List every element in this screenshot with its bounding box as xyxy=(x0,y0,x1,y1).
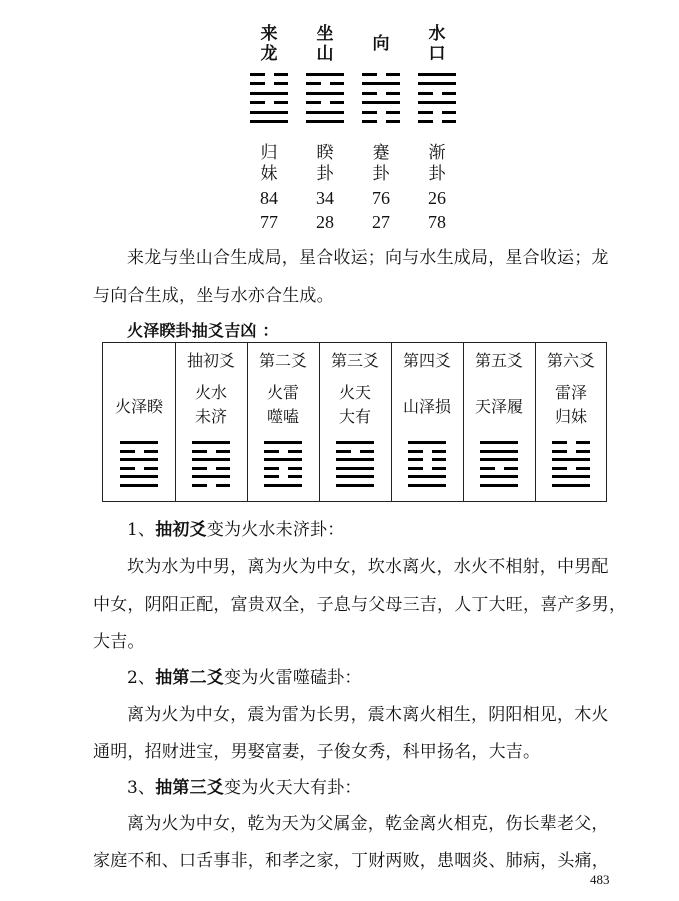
yang-line xyxy=(264,458,302,461)
line-segment xyxy=(432,467,447,470)
yin-line xyxy=(192,484,230,487)
line-segment xyxy=(264,458,302,461)
item-bold: 抽第三爻 xyxy=(155,778,225,798)
line-segment xyxy=(264,450,279,453)
yin-line xyxy=(192,467,230,470)
table-hex-name: 火水 xyxy=(194,383,227,402)
yin-line xyxy=(362,92,400,95)
number-cell: 77 xyxy=(260,212,278,232)
item-1-line-1: 坎为水为中男，离为火为中女，坎水离火，水火不相射，中男配 xyxy=(127,557,609,577)
yin-line xyxy=(250,73,288,76)
line-segment xyxy=(408,484,446,487)
top-name-line: 卦 xyxy=(372,164,390,184)
line-segment xyxy=(418,120,433,123)
line-segment xyxy=(336,475,374,478)
table-hexagram-3 xyxy=(264,441,302,487)
yang-line xyxy=(250,92,288,95)
line-segment xyxy=(386,73,401,76)
page-number: 483 xyxy=(590,872,610,887)
yin-line xyxy=(264,467,302,470)
yin-line xyxy=(480,467,518,470)
yang-line xyxy=(362,82,400,85)
line-segment xyxy=(264,441,302,444)
yang-line xyxy=(336,467,374,470)
table-hexagram-2 xyxy=(192,441,230,487)
line-segment xyxy=(552,467,567,470)
yang-line xyxy=(120,458,158,461)
line-segment xyxy=(576,441,591,444)
yang-line xyxy=(480,484,518,487)
line-segment xyxy=(362,92,377,95)
top-name-line: 卦 xyxy=(316,164,334,184)
line-segment xyxy=(306,120,344,123)
line-segment xyxy=(330,82,345,85)
top-name-line: 卦 xyxy=(428,164,446,184)
table-col-head: 第五爻 xyxy=(474,351,523,370)
line-segment xyxy=(216,450,231,453)
line-segment xyxy=(216,484,231,487)
line-segment xyxy=(408,458,423,461)
yang-line xyxy=(408,484,446,487)
table-hex-name: 归妹 xyxy=(554,407,587,426)
line-segment xyxy=(250,111,288,114)
top-name-2 xyxy=(305,143,345,185)
table-hexagram-5 xyxy=(408,441,446,487)
top-header-2 xyxy=(305,24,345,64)
yang-line xyxy=(552,484,590,487)
line-segment xyxy=(386,92,401,95)
table-hexagram-7 xyxy=(552,441,590,487)
line-segment xyxy=(408,475,446,478)
line-segment xyxy=(336,441,374,444)
yin-line xyxy=(306,82,344,85)
item-1-line-3: 大吉。 xyxy=(93,632,145,652)
top-name-1 xyxy=(249,143,289,185)
item-heading-1 xyxy=(127,515,344,540)
yin-line xyxy=(418,111,456,114)
yin-line xyxy=(362,120,400,123)
yang-line xyxy=(264,441,302,444)
table-hex-name: 火天 xyxy=(338,383,371,402)
line-segment xyxy=(504,467,519,470)
line-segment xyxy=(120,475,158,478)
line-segment xyxy=(250,82,265,85)
table-col-head: 第三爻 xyxy=(330,351,379,370)
yang-line xyxy=(418,73,456,76)
line-segment xyxy=(288,450,303,453)
line-segment xyxy=(192,458,230,461)
hexagram-table xyxy=(102,342,607,502)
top-header-line: 龙 xyxy=(260,44,278,64)
yang-line xyxy=(480,458,518,461)
yin-line xyxy=(362,111,400,114)
line-segment xyxy=(288,467,303,470)
item-3-line-1: 离为火为中女，乾为天为父属金，乾金离火相克，伤长辈老父， xyxy=(127,814,609,834)
line-segment xyxy=(192,467,207,470)
line-segment xyxy=(552,450,567,453)
line-segment xyxy=(552,458,590,461)
item-bold: 抽初爻 xyxy=(155,520,207,540)
line-segment xyxy=(250,92,288,95)
yin-line xyxy=(264,450,302,453)
line-segment xyxy=(362,73,377,76)
yang-line xyxy=(192,441,230,444)
top-header-1 xyxy=(249,24,289,64)
line-segment xyxy=(552,484,590,487)
yin-line xyxy=(120,450,158,453)
top-header-line: 水 xyxy=(428,24,446,44)
table-hexagram-1 xyxy=(120,441,158,487)
number-cell: 28 xyxy=(316,212,334,232)
line-segment xyxy=(250,120,288,123)
yin-line xyxy=(362,73,400,76)
number-cell: 34 xyxy=(316,188,334,208)
line-segment xyxy=(418,73,456,76)
top-header-line: 口 xyxy=(428,44,446,64)
yin-line xyxy=(120,467,158,470)
yang-line xyxy=(306,111,344,114)
line-segment xyxy=(480,458,518,461)
number-cell: 26 xyxy=(428,188,446,208)
top-name-4 xyxy=(417,143,457,185)
line-segment xyxy=(408,467,423,470)
item-prefix: 2、 xyxy=(127,668,156,688)
line-segment xyxy=(336,458,374,461)
yang-line xyxy=(250,111,288,114)
number-cell: 78 xyxy=(428,212,446,232)
item-heading-3 xyxy=(127,773,362,798)
line-segment xyxy=(418,101,456,104)
yin-line xyxy=(408,450,446,453)
yin-line xyxy=(408,467,446,470)
number-cell: 84 xyxy=(260,188,278,208)
top-name-line: 妹 xyxy=(260,164,278,184)
top-name-3 xyxy=(361,143,401,185)
table-hexagram-6 xyxy=(480,441,518,487)
line-segment xyxy=(442,120,457,123)
yang-line xyxy=(336,484,374,487)
item-1-line-2: 中女，阴阳正配，富贵双全，子息与父母三吉，人丁大旺，喜产多男， xyxy=(93,595,627,615)
line-segment xyxy=(386,120,401,123)
yin-line xyxy=(264,475,302,478)
line-segment xyxy=(432,450,447,453)
item-rest: 变为火天大有卦： xyxy=(224,778,362,798)
line-segment xyxy=(336,450,351,453)
line-segment xyxy=(144,450,159,453)
top-header-line: 坐 xyxy=(316,24,334,44)
line-segment xyxy=(306,111,344,114)
line-segment xyxy=(418,92,433,95)
line-segment xyxy=(274,73,289,76)
line-segment xyxy=(192,450,207,453)
line-segment xyxy=(120,441,158,444)
top-header-3 xyxy=(361,24,401,54)
yang-line xyxy=(306,120,344,123)
item-rest: 变为火水未济卦： xyxy=(206,520,345,540)
top-hexagram-4 xyxy=(418,73,456,123)
yang-line xyxy=(408,441,446,444)
line-segment xyxy=(442,111,457,114)
top-header-line: 山 xyxy=(316,44,334,64)
yin-line xyxy=(552,441,590,444)
table-hex-name: 雷泽 xyxy=(554,383,587,402)
yang-line xyxy=(552,458,590,461)
yang-line xyxy=(250,120,288,123)
yang-line xyxy=(336,475,374,478)
yang-line xyxy=(192,475,230,478)
line-segment xyxy=(264,475,279,478)
yang-line xyxy=(192,458,230,461)
yang-line xyxy=(408,475,446,478)
table-hex-name: 噬嗑 xyxy=(266,407,299,426)
item-heading-2 xyxy=(127,663,362,688)
line-segment xyxy=(480,467,495,470)
yang-line xyxy=(552,475,590,478)
line-segment xyxy=(552,441,567,444)
line-segment xyxy=(274,101,289,104)
line-segment xyxy=(274,82,289,85)
line-segment xyxy=(330,101,345,104)
line-segment xyxy=(120,467,135,470)
line-segment xyxy=(306,92,344,95)
top-name-line: 睽 xyxy=(316,143,334,163)
line-segment xyxy=(480,475,518,478)
top-header-4 xyxy=(417,24,457,64)
line-segment xyxy=(408,441,446,444)
intro-line-2: 与向合生成，坐与水亦合生成。 xyxy=(93,286,334,306)
yang-line xyxy=(306,73,344,76)
line-segment xyxy=(360,450,375,453)
yang-line xyxy=(336,458,374,461)
line-segment xyxy=(250,73,265,76)
table-col-head: 抽初爻 xyxy=(186,351,235,370)
number-cell: 27 xyxy=(372,212,390,232)
table-hex-name: 大有 xyxy=(338,407,371,426)
top-hexagram-2 xyxy=(306,73,344,123)
yang-line xyxy=(120,441,158,444)
item-2-line-2: 通明，招财进宝，男娶富妻，子俊女秀，科甲扬名，大吉。 xyxy=(93,742,541,762)
line-segment xyxy=(306,82,321,85)
yang-line xyxy=(264,484,302,487)
line-segment xyxy=(192,441,230,444)
item-2-line-1: 离为火为中女，震为雷为长男，震木离火相生，阴阳相见，木火 xyxy=(127,705,609,725)
line-segment xyxy=(362,111,377,114)
item-rest: 变为火雷噬磕卦： xyxy=(224,668,362,688)
line-segment xyxy=(408,450,423,453)
yin-line xyxy=(306,101,344,104)
line-segment xyxy=(362,101,400,104)
yin-line xyxy=(418,120,456,123)
item-prefix: 3、 xyxy=(127,778,156,798)
table-hex-name: 山泽损 xyxy=(402,397,451,416)
line-segment xyxy=(480,484,518,487)
top-hexagram-3 xyxy=(362,73,400,123)
line-segment xyxy=(306,101,321,104)
line-segment xyxy=(576,467,591,470)
table-hex-name: 天泽履 xyxy=(474,397,523,416)
intro-line-1: 来龙与坐山合生成局，星合收运；向与水生成局，星合收运；龙 xyxy=(127,248,609,268)
line-segment xyxy=(442,92,457,95)
line-segment xyxy=(192,475,230,478)
yang-line xyxy=(120,484,158,487)
yin-line xyxy=(552,467,590,470)
top-header-line: 向 xyxy=(372,34,390,54)
line-segment xyxy=(480,441,518,444)
table-col-head: 第四爻 xyxy=(402,351,451,370)
yang-line xyxy=(120,475,158,478)
top-name-line: 蹇 xyxy=(372,143,390,163)
yin-line xyxy=(336,450,374,453)
item-3-line-2: 家庭不和、口舌事非，和孝之家，丁财两败，患咽炎、肺病，头痛， xyxy=(93,851,609,871)
line-segment xyxy=(264,484,302,487)
line-segment xyxy=(362,82,400,85)
line-segment xyxy=(306,73,344,76)
yin-line xyxy=(192,450,230,453)
line-segment xyxy=(288,475,303,478)
line-segment xyxy=(120,458,158,461)
yin-line xyxy=(408,458,446,461)
number-cell: 76 xyxy=(372,188,390,208)
yin-line xyxy=(552,450,590,453)
yang-line xyxy=(480,450,518,453)
yang-line xyxy=(418,82,456,85)
table-hexagram-4 xyxy=(336,441,374,487)
table-col-head: 第二爻 xyxy=(258,351,307,370)
line-segment xyxy=(216,467,231,470)
line-segment xyxy=(362,120,377,123)
line-segment xyxy=(576,450,591,453)
yang-line xyxy=(418,101,456,104)
top-name-line: 归 xyxy=(260,143,278,163)
line-segment xyxy=(386,111,401,114)
yang-line xyxy=(480,475,518,478)
table-hex-name: 火雷 xyxy=(266,383,299,402)
table-col-head: 第六爻 xyxy=(546,351,595,370)
yang-line xyxy=(480,441,518,444)
top-name-line: 渐 xyxy=(428,143,446,163)
line-segment xyxy=(418,111,433,114)
line-segment xyxy=(120,484,158,487)
line-segment xyxy=(144,467,159,470)
line-segment xyxy=(120,450,135,453)
yin-line xyxy=(418,92,456,95)
line-segment xyxy=(336,484,374,487)
top-hexagram-1 xyxy=(250,73,288,123)
yang-line xyxy=(336,441,374,444)
yang-line xyxy=(306,92,344,95)
section-title: 火泽睽卦抽爻吉凶 ： xyxy=(127,321,279,340)
item-prefix: 1、 xyxy=(127,520,156,540)
item-bold: 抽第二爻 xyxy=(155,668,225,688)
line-segment xyxy=(418,82,456,85)
top-header-line: 来 xyxy=(260,24,278,44)
table-hex-name: 未济 xyxy=(194,407,227,426)
line-segment xyxy=(250,101,265,104)
line-segment xyxy=(264,467,279,470)
line-segment xyxy=(552,475,590,478)
yin-line xyxy=(250,82,288,85)
line-segment xyxy=(432,458,447,461)
line-segment xyxy=(336,467,374,470)
yin-line xyxy=(250,101,288,104)
line-segment xyxy=(192,484,207,487)
line-segment xyxy=(480,450,518,453)
yang-line xyxy=(362,101,400,104)
table-hex-name: 火泽睽 xyxy=(114,397,163,416)
